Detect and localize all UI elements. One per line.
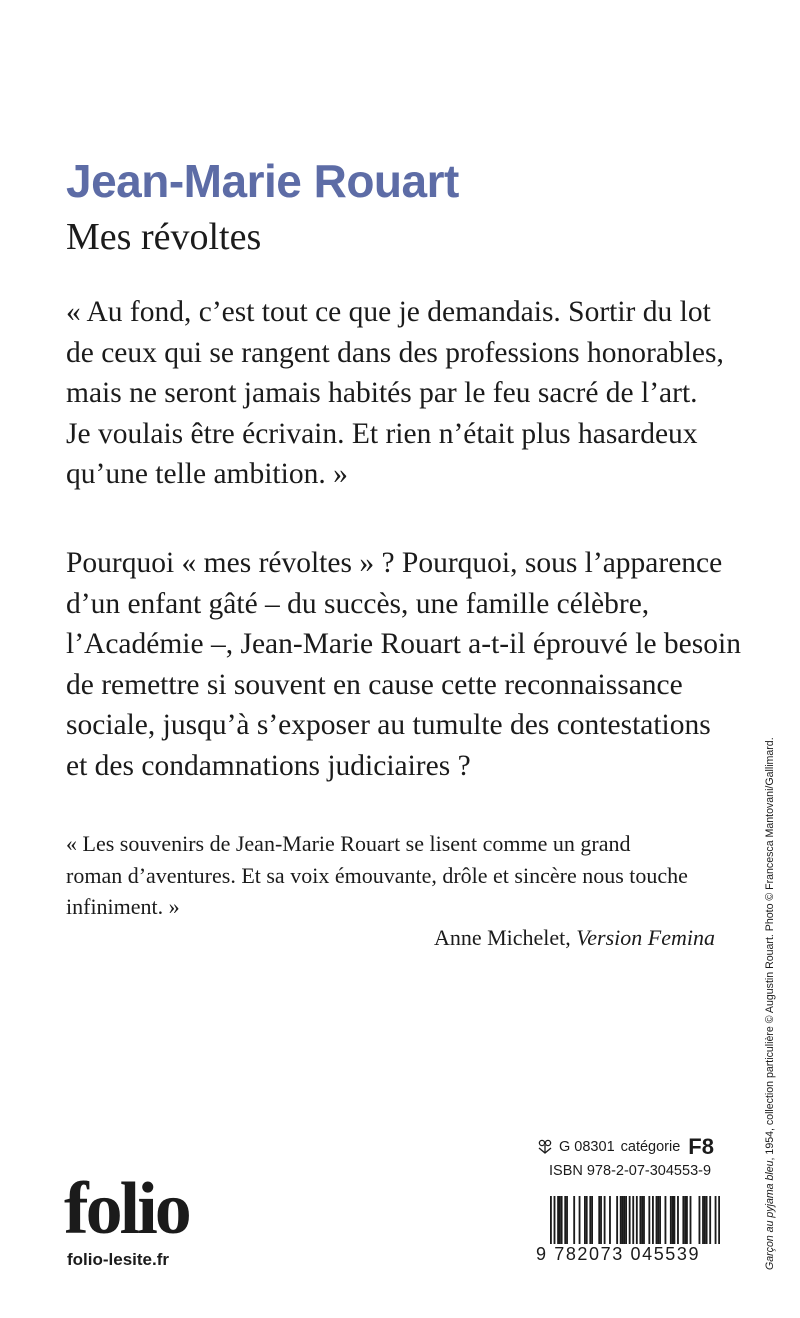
quote-paragraph: [66, 292, 726, 495]
barcode-bar: [665, 1196, 667, 1244]
barcode-bar: [557, 1196, 559, 1244]
category-row: [537, 1135, 714, 1159]
blurb-line: de remettre si souvent en cause cette reconnaissance: [66, 668, 683, 701]
credits-work-title: Garçon au pyjama bleu: [764, 1160, 776, 1270]
barcode-bar: [639, 1196, 641, 1244]
barcode-bar: [566, 1196, 568, 1244]
barcode-bar: [686, 1196, 688, 1244]
barcode-bar: [564, 1196, 566, 1244]
barcode-bar: [559, 1196, 561, 1244]
barcode-bar: [682, 1196, 684, 1244]
credits-text: , 1954, collection particulière © Augustin Rouart. Photo © Francesca Mantovani/Gallimard.: [764, 737, 776, 1161]
barcode-bar: [598, 1196, 600, 1244]
barcode-bar: [670, 1196, 672, 1244]
blurb-line: Pourquoi « mes révoltes » ? Pourquoi, sous l’apparence: [66, 547, 723, 579]
category-code: F8: [688, 1134, 714, 1159]
blurb-line: d’un enfant gâté – du succès, une famille célèbre,: [66, 587, 650, 620]
barcode-bar: [657, 1196, 659, 1244]
barcode-bar: [652, 1196, 654, 1244]
barcode-bar: [684, 1196, 686, 1244]
publisher-codes: [537, 1135, 714, 1179]
barcode-bar: [591, 1196, 593, 1244]
barcode-bar: [584, 1196, 586, 1244]
folio-logo: folio: [64, 1168, 189, 1250]
barcode-number: 9 782073 045539: [536, 1244, 720, 1265]
barcode-bar: [604, 1196, 606, 1244]
review-author: Anne Michelet,: [433, 925, 577, 950]
barcode-bar: [561, 1196, 563, 1244]
blurb-line: l’Académie –, Jean-Marie Rouart a-t-il éprouvé le besoin: [66, 628, 741, 660]
press-review: [66, 828, 726, 923]
barcode-bar: [648, 1196, 650, 1244]
review-source: Version Femina: [576, 925, 715, 950]
barcode-bar: [704, 1196, 706, 1244]
book-title: Mes révoltes: [66, 216, 262, 258]
blurb-line: et des condamnations judiciaires ?: [66, 749, 471, 782]
barcode-bar: [573, 1196, 575, 1244]
barcode-bar: [690, 1196, 692, 1244]
barcode-bar: [622, 1196, 624, 1244]
review-line: « Les souvenirs de Jean-Marie Rouart se lisent comme un grand: [66, 831, 631, 856]
blurb-paragraph: [66, 543, 741, 786]
barcode-bar: [702, 1196, 704, 1244]
barcode-bar: [625, 1196, 627, 1244]
quote-line: Je voulais être écrivain. Et rien n’était plus hasardeux: [66, 417, 698, 450]
barcode-bar: [656, 1196, 658, 1244]
isbn: ISBN 978-2-07-304553-9: [549, 1163, 712, 1179]
publisher-website: folio-lesite.fr: [67, 1250, 170, 1269]
quote-line: de ceux qui se rangent dans des professions honorables,: [66, 336, 724, 369]
category-label: catégorie: [620, 1139, 681, 1155]
book-author: Jean-Marie Rouart: [66, 155, 459, 207]
barcode-bar: [589, 1196, 591, 1244]
barcode-bar: [609, 1196, 611, 1244]
g-code: G 08301: [559, 1139, 615, 1155]
barcode-bar: [600, 1196, 602, 1244]
barcode-bar: [629, 1196, 631, 1244]
cover-credits: [764, 737, 776, 1270]
barcode-bar: [673, 1196, 675, 1244]
barcode-bar: [623, 1196, 625, 1244]
barcode-bar: [579, 1196, 581, 1244]
barcode-bar: [677, 1196, 679, 1244]
barcode-bar: [659, 1196, 661, 1244]
barcode-bar: [699, 1196, 701, 1244]
g-code-symbol-icon: [537, 1139, 553, 1155]
review-line: infiniment. »: [66, 894, 180, 919]
review-attribution: [434, 925, 715, 951]
barcode-bar: [586, 1196, 588, 1244]
barcode-bar: [620, 1196, 622, 1244]
quote-line: mais ne seront jamais habités par le feu sacré de l’art.: [66, 377, 698, 409]
barcode-bar: [641, 1196, 643, 1244]
barcode-bar: [672, 1196, 674, 1244]
blurb-line: sociale, jusqu’à s’exposer au tumulte des contestations: [66, 709, 711, 741]
quote-line: qu’une telle ambition. »: [66, 458, 348, 490]
review-line: roman d’aventures. Et sa voix émouvante, drôle et sincère nous touche: [66, 862, 688, 888]
barcode-bar: [709, 1196, 711, 1244]
quote-line: « Au fond, c’est tout ce que je demandais. Sortir du lot: [66, 296, 711, 328]
barcode-bar: [706, 1196, 708, 1244]
barcode-bar: [616, 1196, 618, 1244]
barcode-bar: [643, 1196, 645, 1244]
